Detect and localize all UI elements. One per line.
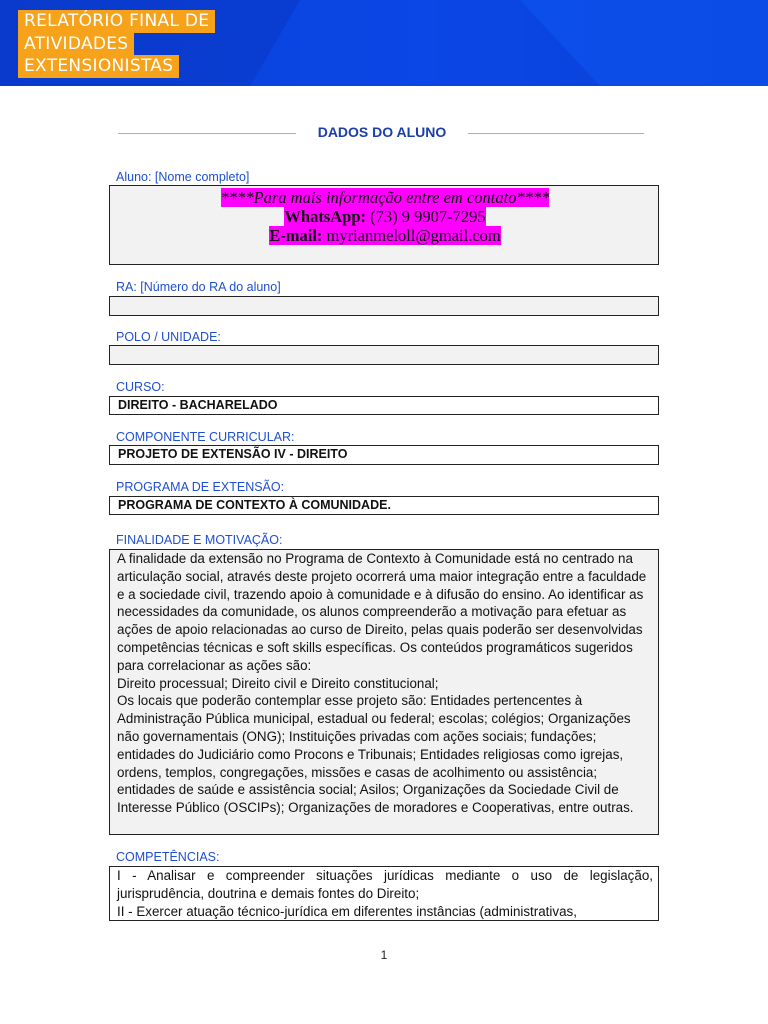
polo-field[interactable]	[109, 345, 659, 365]
aluno-label: Aluno: [Nome completo]	[116, 170, 250, 184]
componente-field[interactable]	[109, 445, 659, 465]
polo-label: POLO / UNIDADE:	[116, 330, 221, 344]
competencia-item-2: II - Exercer atuação técnico-jurídica em diferentes instâncias (administrativas,	[117, 903, 577, 919]
whatsapp-label: WhatsApp:	[284, 207, 366, 226]
competencia-item-1: I - Analisar e compreender situações jurídicas mediante o uso de legislação, jurisprudência, doutrina e demais fontes do Direito;	[117, 868, 653, 901]
competencias-text	[117, 867, 653, 920]
section-title: DADOS DO ALUNO	[317, 124, 447, 140]
finalidade-paragraph-1: A finalidade da extensão no Programa de Contexto à Comunidade está no centrado na articulação social, através deste projeto ocorrerá uma maior integração entre a faculdade e a sociedade civil, trazendo apoio à comunidade e à difusão do ensino. Ao identificar as necessidades da comunidade, os alunos compreenderão a motivação para efetuar as ações de apoio relacionadas ao curso de Direito, pelas quais poderão ser desenvolvidas competências técnicas e soft skills específicas. Os conteúdos programáticos sugeridos para correlacionar as ações são:	[117, 551, 647, 673]
curso-label: CURSO:	[116, 380, 165, 394]
contact-notice: ****Para mais informação entre em contato****	[220, 188, 550, 207]
finalidade-paragraph-3: Os locais que poderão contemplar esse projeto são: Entidades pertencentes à Administração Pública municipal, estadual ou federal; escolas; colégios; Organizações não governamentais (ONG); Instituições privadas com ações sociais; fundações; entidades do Judiciário como Procons e Tribunais; Entidades religiosas como igrejas, ordens, templos, congregações, missões e casas de acolhimento ou assistência; entidades de saúde e assistência social; Asilos; Organizações da Sociedade Civil de Interesse Público (OSCIPs); Organizações de moradores e Cooperativas, entre outras.	[117, 693, 634, 816]
aluno-field[interactable]	[109, 185, 659, 265]
header-banner	[0, 0, 768, 86]
email-label: E-mail:	[269, 226, 323, 245]
programa-field[interactable]	[109, 496, 659, 515]
section-header	[118, 122, 644, 146]
contact-line-1	[110, 188, 660, 207]
ra-field[interactable]	[109, 296, 659, 316]
contact-line-2	[110, 207, 660, 226]
componente-label: COMPONENTE CURRICULAR:	[116, 430, 295, 444]
report-title-line-3: EXTENSIONISTAS	[18, 55, 179, 78]
page-number: 1	[380, 948, 388, 962]
section-rule-left	[118, 133, 296, 134]
finalidade-field[interactable]	[109, 549, 659, 835]
competencias-label: COMPETÊNCIAS:	[116, 850, 220, 864]
curso-value: DIREITO - BACHARELADO	[118, 398, 278, 412]
report-title-line-1: RELATÓRIO FINAL DE	[18, 10, 215, 33]
competencias-field[interactable]	[109, 866, 659, 921]
componente-value: PROJETO DE EXTENSÃO IV - DIREITO	[118, 447, 348, 461]
section-rule-right	[468, 133, 644, 134]
finalidade-label: FINALIDADE E MOTIVAÇÃO:	[116, 533, 283, 547]
email-value: myrianmeloll@gmail.com	[322, 226, 501, 245]
ra-label: RA: [Número do RA do aluno]	[116, 280, 281, 294]
finalidade-paragraph-2: Direito processual; Direito civil e Direito constitucional;	[117, 675, 439, 691]
curso-field[interactable]	[109, 396, 659, 415]
contact-line-3	[110, 226, 660, 245]
finalidade-text	[117, 550, 653, 817]
whatsapp-value: (73) 9 9907-7295	[366, 207, 486, 226]
report-title-line-2: ATIVIDADES	[18, 33, 134, 56]
programa-label: PROGRAMA DE EXTENSÃO:	[116, 480, 285, 494]
programa-value: PROGRAMA DE CONTEXTO À COMUNIDADE.	[118, 498, 391, 512]
